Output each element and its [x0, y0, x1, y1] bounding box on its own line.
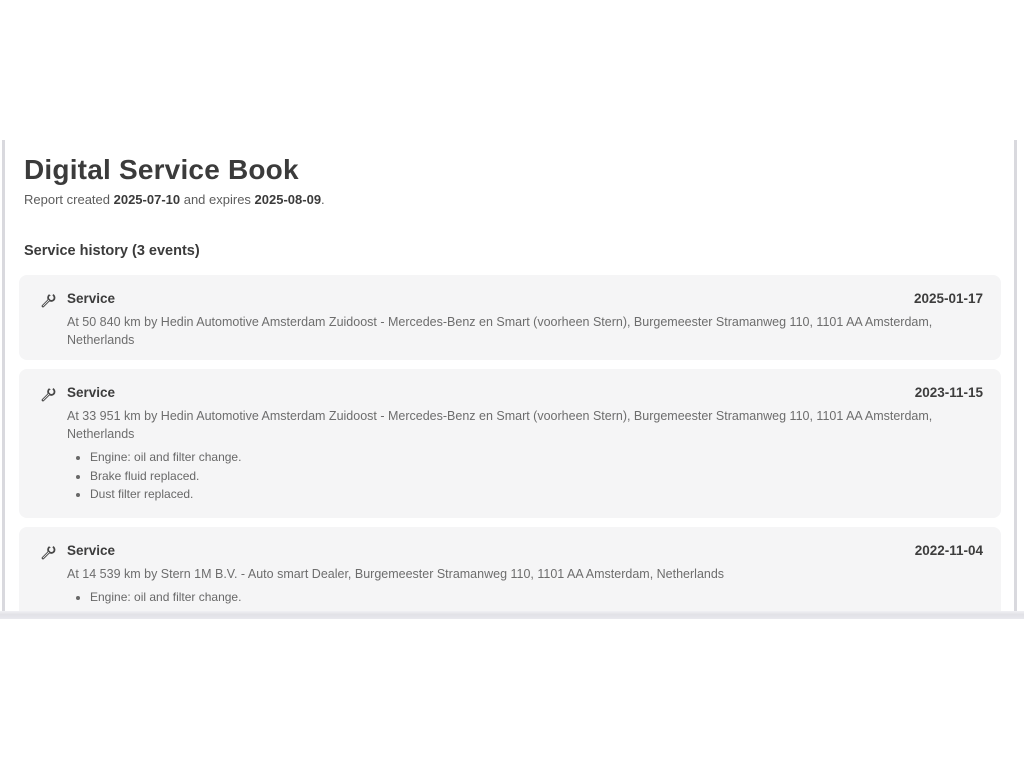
service-event-card	[19, 527, 1001, 613]
service-event-card	[19, 369, 1001, 518]
created-date: 2025-07-10	[113, 192, 181, 207]
wrench-icon	[39, 544, 57, 562]
service-item: • Engine: oil and filter change.	[90, 588, 983, 607]
expires-date: 2025-08-09	[254, 192, 322, 207]
service-history-list	[19, 275, 1001, 612]
report-content	[5, 140, 1014, 612]
section-header: Service history (3 events)	[24, 243, 200, 259]
event-items	[67, 448, 983, 504]
event-date: 2023-11-15	[914, 385, 983, 400]
event-type: Service	[67, 542, 116, 558]
report-meta	[24, 191, 1014, 209]
event-description: At 33 951 km by Hedin Automotive Amsterdam Zuidoost - Mercedes-Benz en Smart (voorheen Stern), Burgemeester Stramanweg 110, 1101 AA Amsterdam, Netherlands	[67, 409, 933, 441]
report-frame	[2, 140, 1017, 612]
event-header	[67, 384, 983, 402]
bottom-divider	[0, 611, 1024, 619]
service-item: • Dust filter replaced.	[90, 485, 983, 504]
event-main	[67, 290, 983, 349]
report-meta-middle: and expires	[180, 192, 255, 207]
event-description: At 50 840 km by Hedin Automotive Amsterdam Zuidoost - Mercedes-Benz en Smart (voorheen Stern), Burgemeester Stramanweg 110, 1101 AA Amsterdam, Netherlands	[67, 315, 933, 347]
service-item: • Brake fluid replaced.	[90, 467, 983, 486]
report-meta-suffix: .	[321, 192, 325, 207]
event-date: 2022-11-04	[914, 542, 983, 558]
event-items	[67, 588, 983, 607]
event-main	[67, 384, 983, 507]
service-item: • Engine: oil and filter change.	[90, 448, 983, 467]
event-type: Service	[67, 291, 116, 306]
report-meta-prefix: Report created	[24, 192, 114, 207]
event-main	[67, 542, 983, 610]
page-title: Digital Service Book	[24, 154, 299, 185]
event-header	[67, 542, 983, 560]
wrench-icon	[39, 292, 57, 310]
service-event-card	[19, 275, 1001, 360]
wrench-icon	[39, 386, 57, 404]
event-type: Service	[67, 385, 116, 400]
event-header	[67, 290, 983, 308]
event-description: At 14 539 km by Stern 1M B.V. - Auto smart Dealer, Burgemeester Stramanweg 110, 1101 AA Amsterdam, Netherlands	[67, 566, 725, 581]
event-date: 2025-01-17	[913, 291, 983, 306]
